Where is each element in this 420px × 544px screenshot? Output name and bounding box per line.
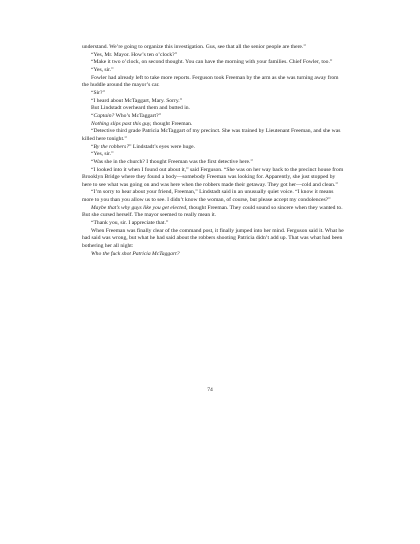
text-run: “	[91, 143, 94, 150]
paragraph	[82, 251, 344, 259]
italic-text: Nothing slips past this guy,	[91, 120, 152, 127]
italic-text: Captain?	[93, 112, 115, 119]
text-run: ” Lindstadt’s eyes were huge.	[129, 143, 196, 150]
text-run: Fowler had already left to take more reports. Ferguson took Freeman by the arm as she was turning away from the huddle around the mayor’s car.	[82, 74, 339, 89]
text-run: “	[91, 112, 94, 119]
text-run: “I heard about McTaggart, Mary. Sorry.”	[91, 97, 183, 104]
text-run: But Lindstadt overheard them and butted in.	[91, 105, 190, 112]
text-run: “Was she in the church? I thought Freeman was the first detective here.”	[91, 158, 253, 165]
text-run: Who’s McTaggart?”	[114, 112, 162, 119]
paragraph	[82, 44, 344, 52]
paragraph	[82, 59, 344, 67]
text-run: thought Freeman.	[151, 120, 193, 127]
text-run: “I looked into it when I found out about it,” said Ferguson. “She was on her way back to the precinct house from Brooklyn Bridge where they found a body—somebody Freeman was looking for. Apparently, she just stopped by here to see what was going on and was here when the robbers made their getaway. They got her—cold and clean.”	[82, 166, 344, 188]
paragraph	[82, 67, 344, 75]
italic-text: Maybe that’s why guys like you get elected,	[91, 204, 188, 211]
paragraph	[82, 113, 344, 121]
paragraph	[82, 159, 344, 167]
text-run: “Sir?”	[91, 89, 105, 96]
paragraph	[82, 98, 344, 106]
text-run: “Yes, sir.”	[91, 151, 114, 158]
text-run: “Yes, Mr. Mayor. How’s ten o’clock?”	[91, 51, 178, 58]
text-run: “Make it two o’clock, on second thought. You can have the morning with your families. Chief Fowler, too.”	[91, 59, 333, 66]
text-run: “I’m sorry to hear about your friend, Freeman,” Lindstadt said in an unusually quiet voice. “I know it means more to you than you allow us to see. I didn’t know the woman, of course, but please accept my condolences?”	[82, 189, 334, 204]
page-number: 74	[207, 387, 213, 393]
text-run: thought Freeman. They could sound so sincere when they wanted to. But she cursed herself. The mayor seemed to really mean it.	[82, 204, 343, 219]
paragraph	[82, 189, 344, 204]
paragraph	[82, 220, 344, 228]
text-run: When Freeman was finally clear of the command post, it finally jumped into her mind. Ferguson said it. What he had said was wrong, but what he had said about the robbers shooting Patricia didn’t add up. That was what had been bothering her all night:	[82, 227, 344, 250]
paragraph	[82, 151, 344, 159]
paragraph	[82, 205, 344, 220]
italic-text: By the robbers?	[93, 143, 130, 150]
paragraph	[82, 105, 344, 113]
body-text	[82, 44, 344, 258]
paragraph	[82, 90, 344, 98]
text-run: “Detective third grade Patricia McTaggart of my precinct. She was trained by Lieutenant Freeman, and she was killed here tonight.”	[82, 128, 341, 142]
text-run: “Thank you, sir. I appreciate that.”	[91, 220, 169, 227]
italic-text: Who the fuck shot Patricia McTaggart?	[91, 250, 180, 257]
paragraph	[82, 75, 344, 90]
paragraph	[82, 144, 344, 152]
text-run: “Yes, sir.”	[91, 66, 114, 73]
text-run: understand. We’re going to organize this investigation. Gus, see that all the senior people are there.”	[82, 44, 306, 50]
paragraph	[82, 167, 344, 190]
paragraph	[82, 228, 344, 251]
paragraph	[82, 128, 344, 143]
